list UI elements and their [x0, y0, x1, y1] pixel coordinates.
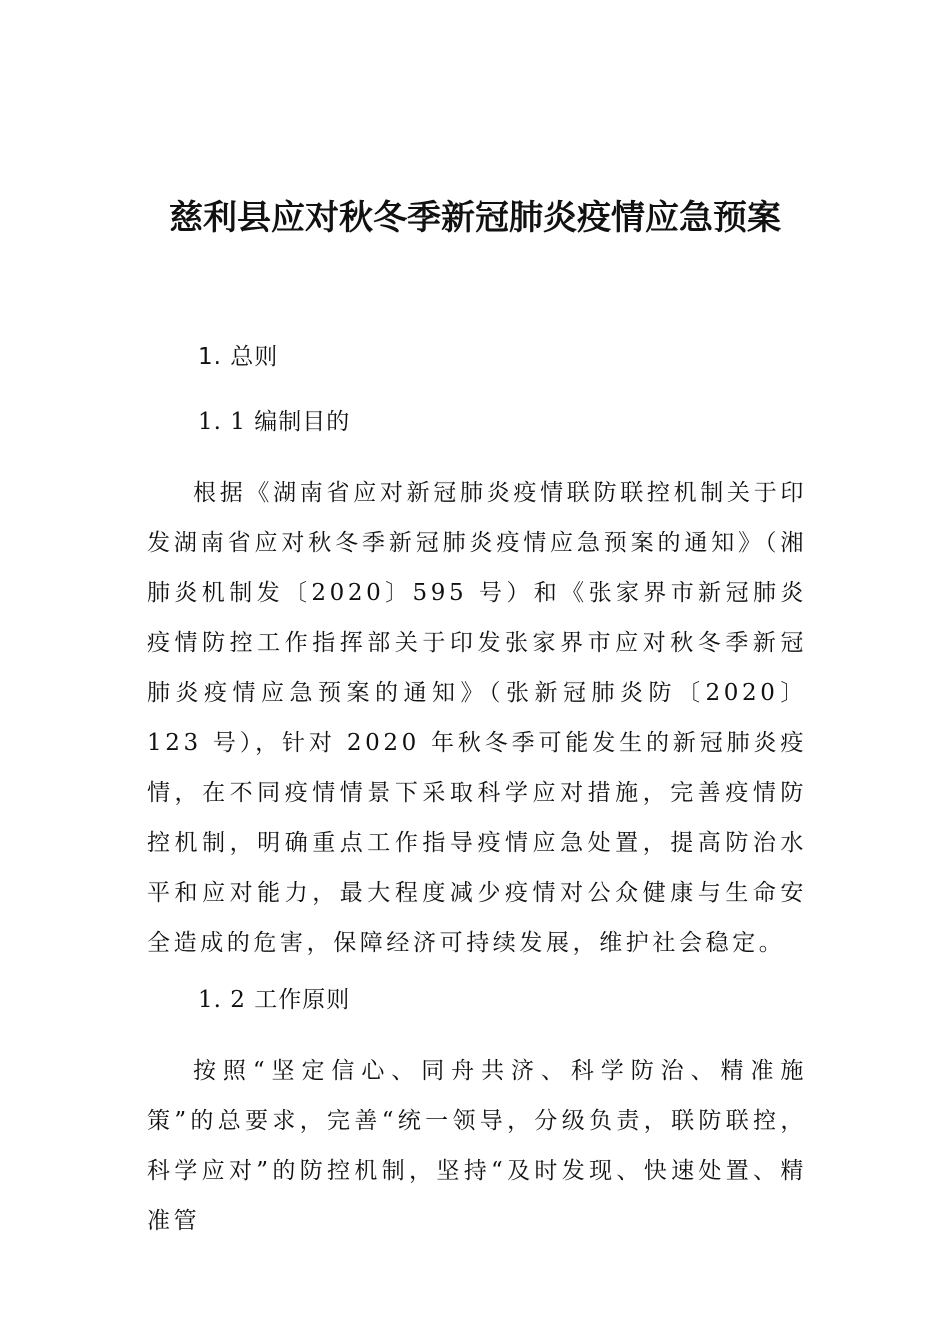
section-heading-general: 1. 总则	[198, 344, 279, 370]
paragraph-principles: 按照“坚定信心、同舟共济、科学防治、精准施策”的总要求，完善“统一领导，分级负责，联防联控，科学应对”的防控机制，坚持“及时发现、快速处置、精准管	[147, 1058, 807, 1234]
document-title: 慈利县应对秋冬季新冠肺炎疫情应急预案	[169, 198, 781, 238]
paragraph-purpose: 根据《湖南省应对新冠肺炎疫情联防联控机制关于印发湖南省应对秋冬季新冠肺炎疫情应急预案的通知》（湘肺炎机制发〔2020〕595 号）和《张家界市新冠肺炎疫情防控工作指挥部关于印发张家界市应对秋冬季新冠肺炎疫情应急预案的通知》（张新冠肺炎防〔2020〕123 号），针对 2020 年秋冬季可能发生的新冠肺炎疫情，在不同疫情情景下采取科学应对措施，完善疫情防控机制，明确重点工作指导疫情应急处置，提高防治水平和应对能力，最大程度减少疫情对公众健康与生命安全造成的危害，保障经济可持续发展，维护社会稳定。	[147, 480, 807, 956]
section-heading-principles: 1. 2 工作原则	[198, 987, 351, 1013]
section-heading-purpose: 1. 1 编制目的	[198, 409, 351, 435]
